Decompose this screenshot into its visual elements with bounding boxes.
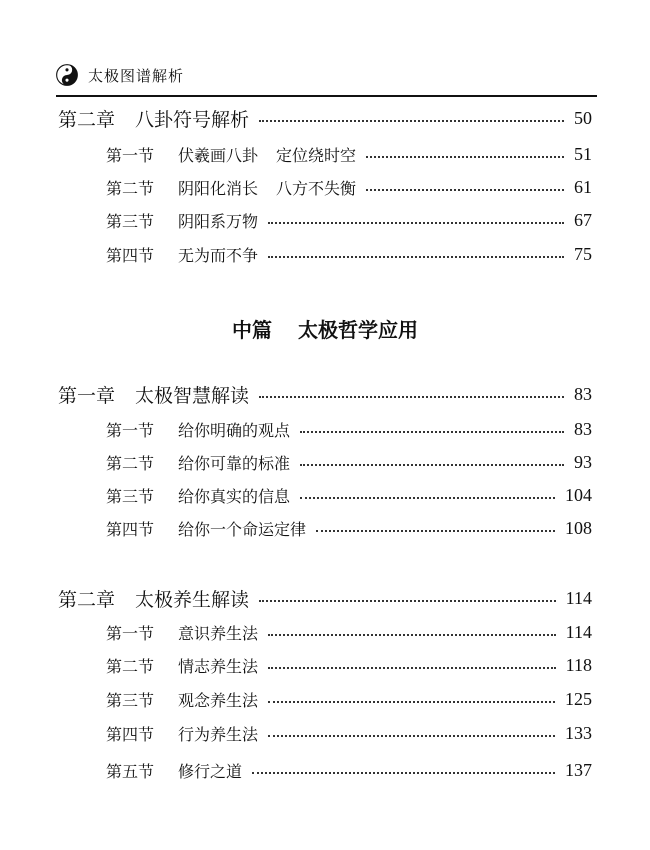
page-number: 104	[565, 484, 592, 505]
dot-leader	[268, 701, 555, 703]
dot-leader	[259, 120, 564, 122]
toc-section[interactable]	[106, 206, 592, 234]
dot-leader	[316, 530, 555, 532]
page-number: 137	[565, 759, 592, 780]
section-title: 给你真实的信息	[178, 486, 291, 506]
page-number: 83	[574, 418, 592, 439]
section-label: 第三节	[106, 211, 155, 231]
toc-section[interactable]	[106, 651, 592, 679]
dot-leader	[366, 156, 564, 158]
page-number: 114	[565, 587, 592, 608]
dot-leader	[268, 634, 556, 636]
toc-section[interactable]	[106, 514, 592, 542]
page-number: 125	[565, 688, 592, 709]
dot-leader	[268, 667, 556, 669]
section-title: 阴阳化消长	[178, 178, 259, 198]
section-label: 第四节	[106, 245, 155, 265]
section-title: 给你一个命运定律	[178, 519, 307, 539]
toc-section[interactable]	[106, 240, 592, 268]
dot-leader	[300, 464, 564, 466]
dot-leader	[268, 222, 564, 224]
dot-leader	[252, 772, 555, 774]
section-label: 第一节	[106, 145, 155, 165]
page-number: 75	[574, 243, 592, 264]
toc-section[interactable]	[106, 719, 592, 747]
section-title: 意识养生法	[178, 623, 259, 643]
section-title: 给你明确的观点	[178, 420, 291, 440]
dot-leader	[268, 256, 564, 258]
section-label: 第二节	[106, 656, 155, 676]
dot-leader	[366, 189, 564, 191]
page-number: 83	[574, 383, 592, 404]
chapter-label: 第二章	[58, 588, 116, 611]
section-label: 第一节	[106, 420, 155, 440]
section-label: 第三节	[106, 486, 155, 506]
part-title: 太极哲学应用	[298, 318, 418, 342]
section-title: 观念养生法	[178, 690, 259, 710]
toc-chapter[interactable]	[58, 584, 592, 612]
book-title: 太极图谱解析	[88, 66, 185, 85]
chapter-title: 太极养生解读	[135, 588, 250, 611]
page-number: 51	[574, 143, 592, 164]
page-number: 133	[565, 722, 592, 743]
page-number: 108	[565, 517, 592, 538]
dot-leader	[268, 735, 555, 737]
page-number: 114	[565, 621, 592, 642]
section-label: 第二节	[106, 453, 155, 473]
toc-section[interactable]	[106, 756, 592, 784]
section-label: 第二节	[106, 178, 155, 198]
dot-leader	[259, 396, 564, 398]
section-label: 第一节	[106, 623, 155, 643]
toc-chapter[interactable]	[58, 380, 592, 408]
page-number: 61	[574, 176, 592, 197]
section-label: 第五节	[106, 761, 155, 781]
toc-section[interactable]	[106, 618, 592, 646]
section-title: 无为而不争	[178, 245, 259, 265]
section-label: 第三节	[106, 690, 155, 710]
toc-chapter[interactable]	[58, 104, 592, 132]
toc-section[interactable]	[106, 173, 592, 201]
section-title: 给你可靠的标准	[178, 453, 291, 473]
chapter-label: 第一章	[58, 384, 116, 407]
part-heading	[0, 314, 650, 343]
dot-leader	[300, 431, 564, 433]
toc-section[interactable]	[106, 448, 592, 476]
chapter-label: 第二章	[58, 108, 116, 131]
toc-section[interactable]	[106, 481, 592, 509]
section-title: 阴阳系万物	[178, 211, 259, 231]
section-label: 第四节	[106, 519, 155, 539]
chapter-title: 八卦符号解析	[135, 108, 250, 131]
page-number: 93	[574, 451, 592, 472]
toc-section[interactable]	[106, 140, 592, 168]
section-title: 修行之道	[178, 761, 243, 781]
page-number: 118	[565, 654, 592, 675]
toc-section[interactable]	[106, 685, 592, 713]
dot-leader	[300, 497, 555, 499]
section-title: 情志养生法	[178, 656, 259, 676]
section-subtitle: 八方不失衡	[276, 178, 357, 198]
section-title: 伏羲画八卦	[178, 145, 259, 165]
page-number: 67	[574, 209, 592, 230]
page-number: 50	[574, 107, 592, 128]
section-subtitle: 定位绕时空	[276, 145, 357, 165]
chapter-title: 太极智慧解读	[135, 384, 250, 407]
toc-section[interactable]	[106, 415, 592, 443]
section-title: 行为养生法	[178, 724, 259, 744]
part-label: 中篇	[232, 318, 272, 342]
section-label: 第四节	[106, 724, 155, 744]
dot-leader	[259, 600, 556, 602]
